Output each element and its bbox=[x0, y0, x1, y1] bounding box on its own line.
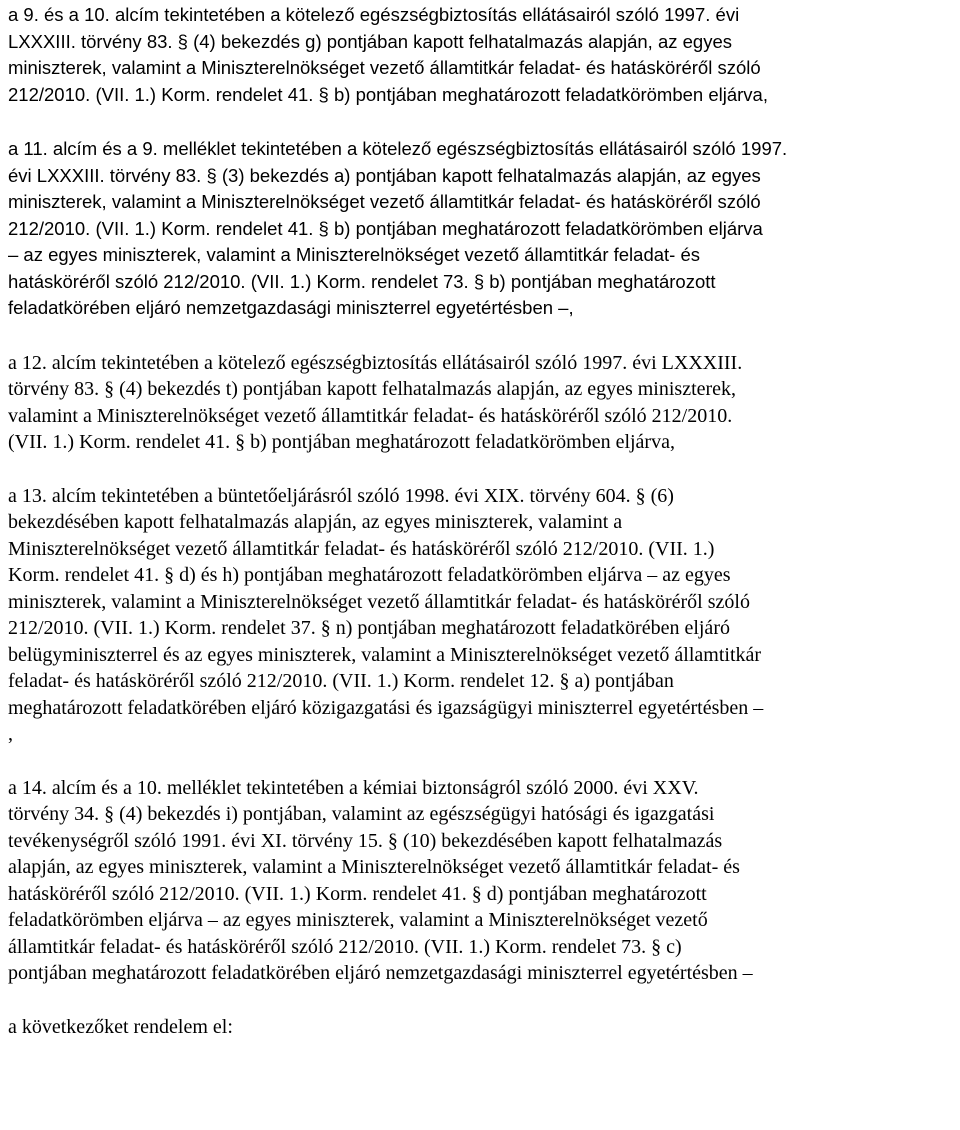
closing-statement: a következőket rendelem el: bbox=[8, 1015, 233, 1038]
paragraph-alcim-11: a 11. alcím és a 9. melléklet tekintetében a kötelező egészségbiztosítás ellátásairól szóló 1997. évi LXXXIII. törvény 83. § (3) bekezdés a) pontjában kapott felhatalmazás alapján, az egyes miniszterek, valamint a Miniszterelnökséget vezető államtitkár feladat- és hatásköréről szóló 212/2010. (VII. 1.) Korm. rendelet 41. § b) pontjában meghatározott feladatkörömben eljárva – az egyes miniszterek, valamint a Miniszterelnökséget vezető államtitkár feladat- és hatásköréről szóló 212/2010. (VII. 1.) Korm. rendelet 73. § b) pontjában meghatározott feladatkörében eljáró nemzetgazdasági miniszterrel egyetértésben –, bbox=[8, 138, 788, 318]
paragraph-alcim-14: a 14. alcím és a 10. melléklet tekintetében a kémiai biztonságról szóló 2000. évi XXV. törvény 34. § (4) bekezdés i) pontjában, valamint az egészségügyi hatósági és igazgatási tevékenységről szóló 1991. évi XI. törvény 15. § (10) bekezdésében kapott felhatalmazás alapján, az egyes miniszterek, valamint a Miniszterelnökséget vezető államtitkár feladat- és hatásköréről szóló 212/2010. (VII. 1.) Korm. rendelet 41. § d) pontjában meghatározott feladatkörömben eljárva – az egyes miniszterek, valamint a Miniszterelnökséget vezető államtitkár feladat- és hatásköréről szóló 212/2010. (VII. 1.) Korm. rendelet 73. § c) pontjában meghatározott feladatkörében eljáró nemzetgazdasági miniszterrel egyetértésben – bbox=[8, 776, 753, 984]
paragraph-alcim-12: a 12. alcím tekintetében a kötelező egészségbiztosítás ellátásairól szóló 1997. évi LXXXIII. törvény 83. § (4) bekezdés t) pontjában kapott felhatalmazás alapján, az egyes miniszterek, valamint a Miniszterelnökséget vezető államtitkár feladat- és hatásköréről szóló 212/2010. (VII. 1.) Korm. rendelet 41. § b) pontjában meghatározott feladatkörömben eljárva, bbox=[8, 351, 743, 453]
paragraph-alcim-9-10: a 9. és a 10. alcím tekintetében a kötelező egészségbiztosítás ellátásairól szóló 1997. évi LXXXIII. törvény 83. § (4) bekezdés g) pontjában kapott felhatalmazás alapján, az egyes miniszterek, valamint a Miniszterelnökséget vezető államtitkár feladat- és hatásköréről szóló 212/2010. (VII. 1.) Korm. rendelet 41. § b) pontjában meghatározott feladatkörömben eljárva, bbox=[8, 4, 768, 105]
paragraph-alcim-13: a 13. alcím tekintetében a büntetőeljárásról szóló 1998. évi XIX. törvény 604. § (6) bekezdésében kapott felhatalmazás alapján, az egyes miniszterek, valamint a Miniszterelnökséget vezető államtitkár feladat- és hatásköréről szóló 212/2010. (VII. 1.) Korm. rendelet 41. § d) és h) pontjában meghatározott feladatkörömben eljárva – az egyes miniszterek, valamint a Miniszterelnökséget vezető államtitkár feladat- és hatásköréről szóló 212/2010. (VII. 1.) Korm. rendelet 37. § n) pontjában meghatározott feladatkörében eljáró belügyminiszterrel és az egyes miniszterek, valamint a Miniszterelnökséget vezető államtitkár feladat- és hatásköréről szóló 212/2010. (VII. 1.) Korm. rendelet 12. § a) pontjában meghatározott feladatkörében eljáró közigazgatási és igazságügyi miniszterrel egyetértésben – , bbox=[8, 484, 764, 745]
